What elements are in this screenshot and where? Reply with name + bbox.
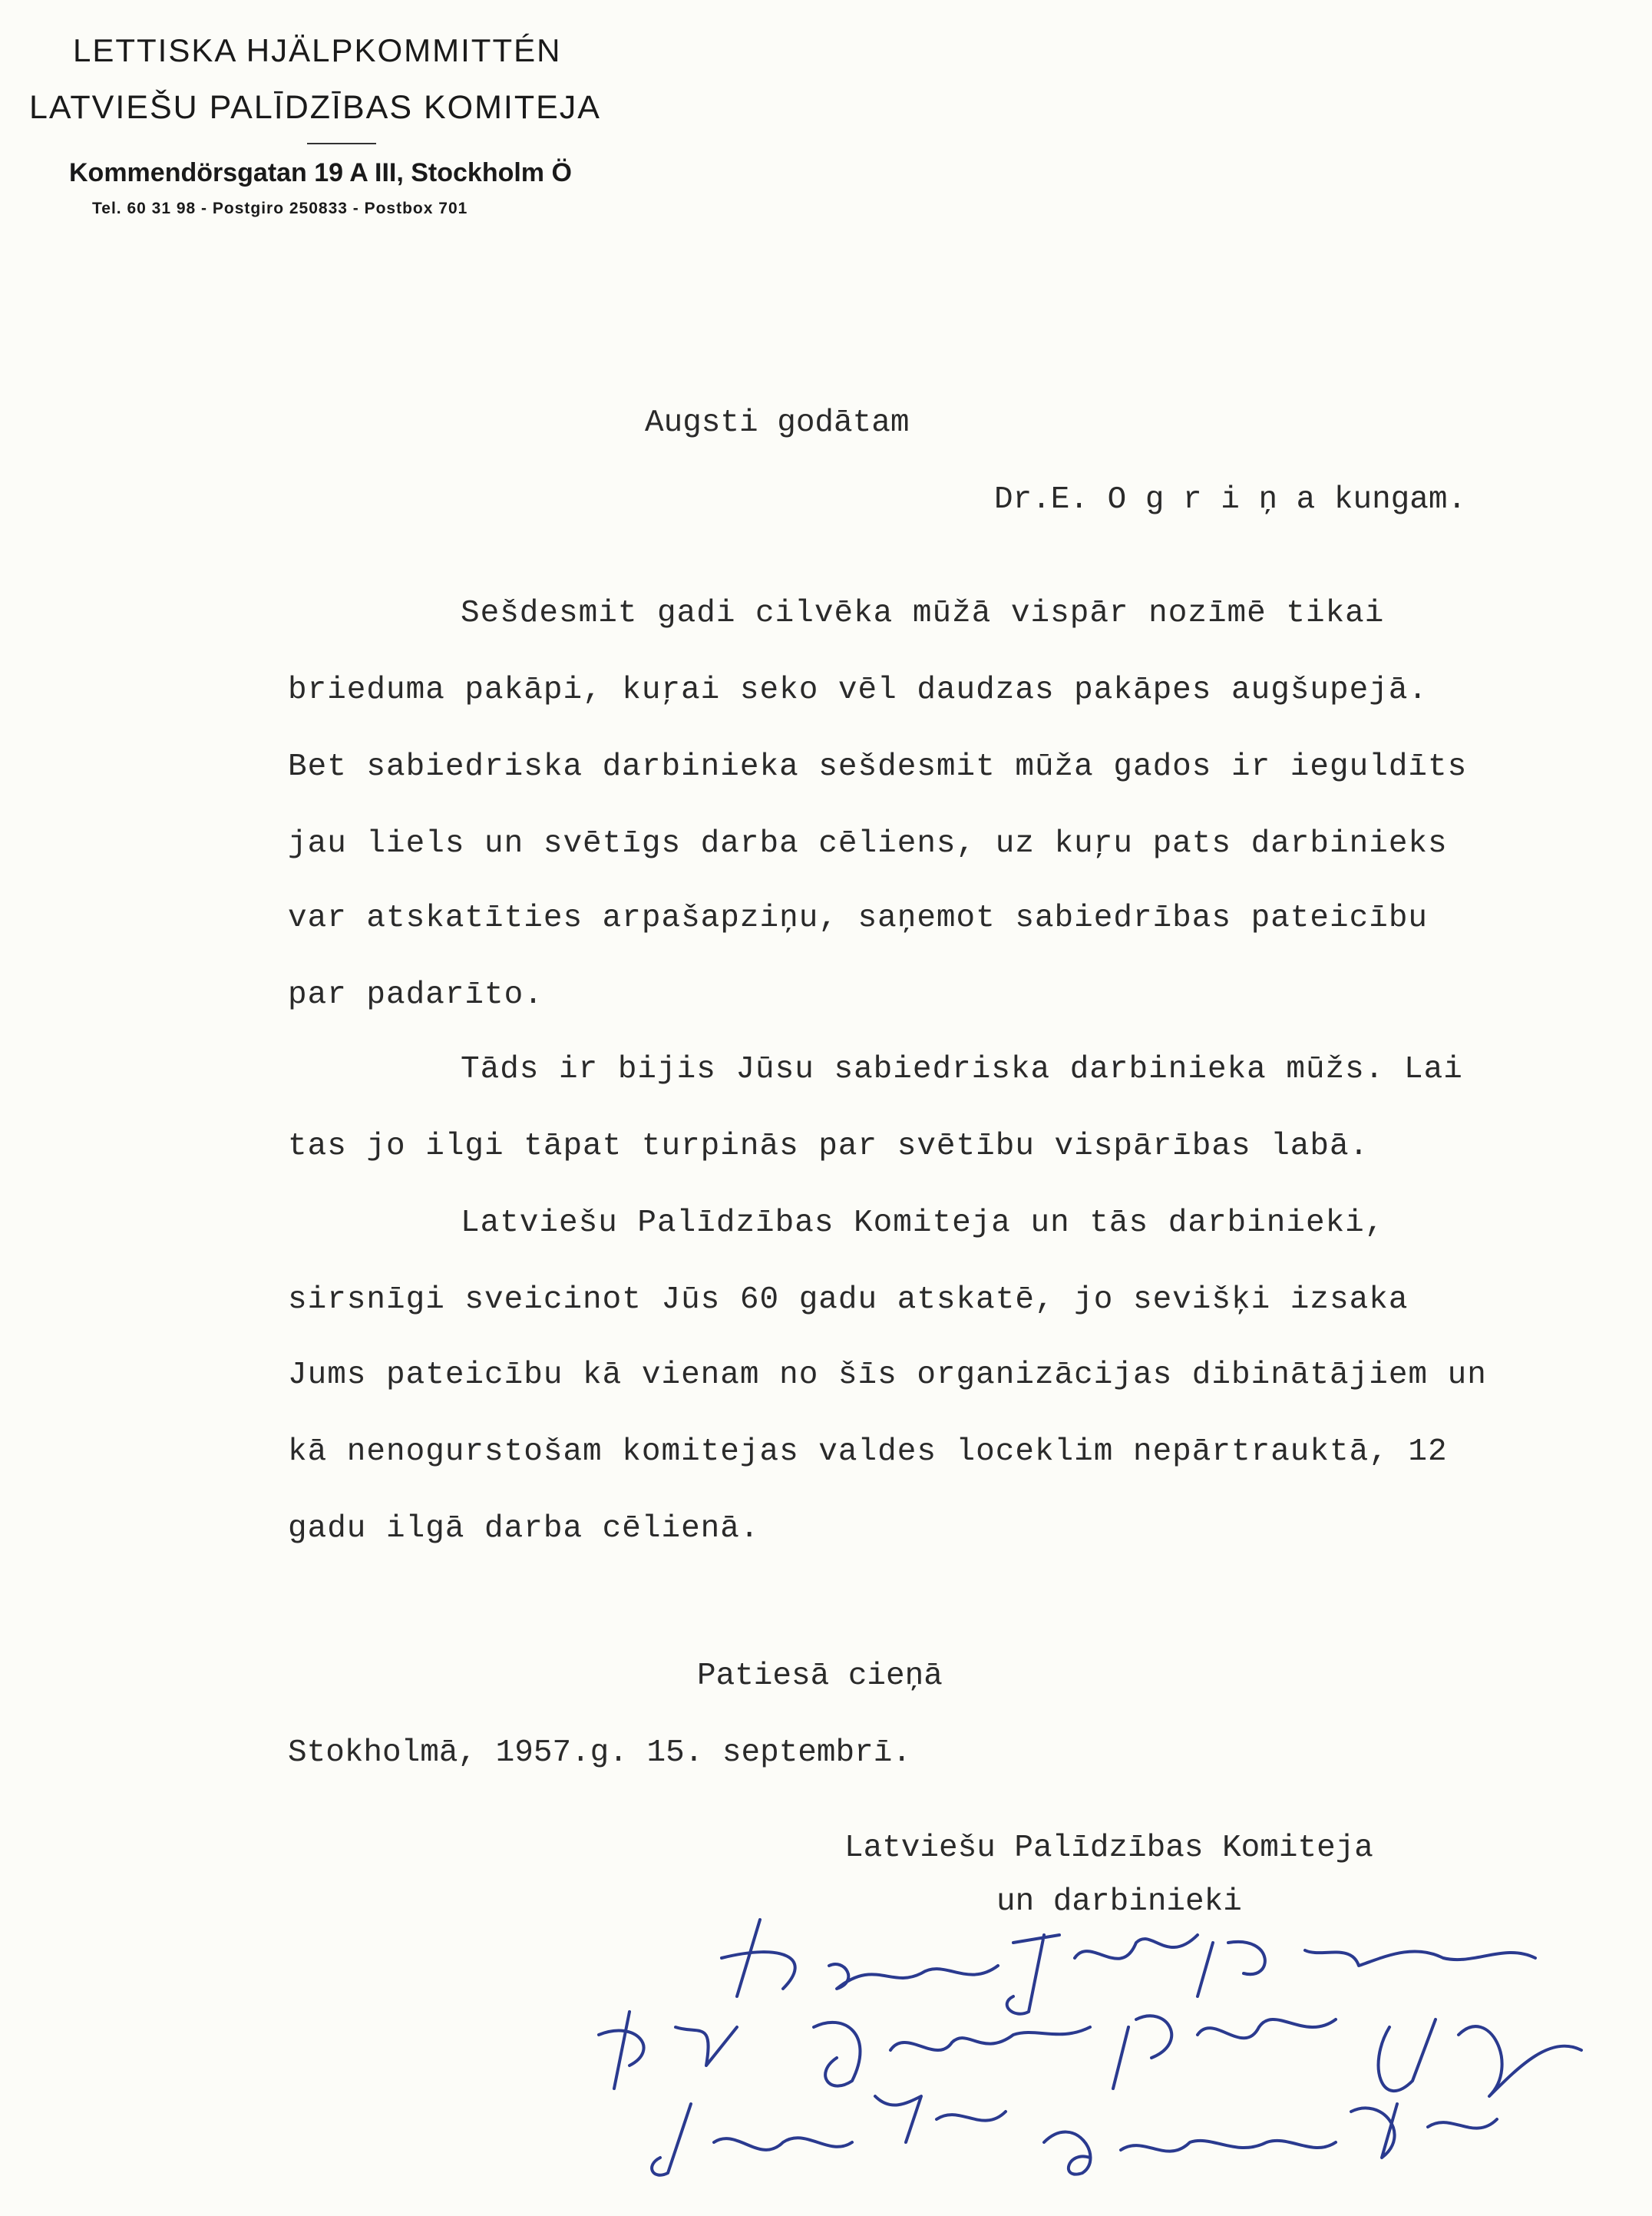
letterhead-contacts: Tel. 60 31 98 - Postgiro 250833 - Postbox 701	[92, 200, 468, 217]
letterhead-latvian-name: LATVIEŠU PALĪDZĪBAS KOMITEJA	[29, 89, 601, 126]
signatures-area	[583, 1912, 1652, 2216]
letterhead-divider	[307, 143, 376, 144]
letterhead-address: Kommendörsgatan 19 A III, Stockholm Ö	[69, 158, 572, 187]
sender-line-1: Latviešu Palīdzības Komiteja	[844, 1831, 1373, 1866]
letterhead-swedish-name: LETTISKA HJÄLPKOMMITTÉN	[73, 32, 562, 68]
body-line: var atskatīties arpašapziņu, saņemot sabiedrības pateicību	[288, 901, 1429, 936]
signature	[1351, 2104, 1497, 2158]
closing-place-date: Stokholmā, 1957.g. 15. septembrī.	[288, 1735, 911, 1771]
signature	[1007, 1935, 1198, 2014]
signature	[875, 2096, 1006, 2142]
sender-line-2: un darbinieki	[996, 1884, 1242, 1920]
closing-regards: Patiesā cieņā	[697, 1659, 943, 1694]
body-line: par padarīto.	[288, 977, 544, 1013]
body-line: Jums pateicību kā vienam no šīs organizācijas dibinātājiem un	[288, 1358, 1487, 1393]
body-line: tas jo ilgi tāpat turpinās par svētību vispārības labā.	[288, 1129, 1370, 1164]
body-line: Sešdesmit gadi cilvēka mūžā vispār nozīmē tikai	[461, 596, 1385, 631]
body-line: gadu ilgā darba cēlienā.	[288, 1511, 760, 1546]
body-line: kā nenogurstošam komitejas valdes loceklim nepārtrauktā, 12	[288, 1434, 1448, 1470]
signature	[1113, 2016, 1336, 2089]
body-line: Latviešu Palīdzības Komiteja un tās darbinieki,	[461, 1206, 1385, 1241]
signature	[1379, 2019, 1581, 2096]
signature	[1044, 2132, 1336, 2175]
body-line: jau liels un svētīgs darba cēliens, uz kuŗu pats darbinieks	[288, 826, 1448, 862]
signature	[652, 2104, 852, 2175]
body-line: brieduma pakāpi, kuŗai seko vēl daudzas pakāpes augšupejā.	[288, 673, 1429, 708]
signature	[814, 2023, 1090, 2086]
signature	[599, 2012, 737, 2089]
salutation-line-1: Augsti godātam	[645, 405, 910, 441]
body-line: Tāds ir bijis Jūsu sabiedriska darbinieka mūžs. Lai	[461, 1052, 1463, 1087]
salutation-line-2: Dr.E. O g r i ņ a kungam.	[994, 482, 1467, 518]
signature	[1198, 1942, 1535, 1996]
signature	[722, 1920, 998, 1996]
body-line: Bet sabiedriska darbinieka sešdesmit mūža gados ir ieguldīts	[288, 749, 1468, 785]
body-line: sirsnīgi sveicinot Jūs 60 gadu atskatē, jo sevišķi izsaka	[288, 1282, 1409, 1318]
